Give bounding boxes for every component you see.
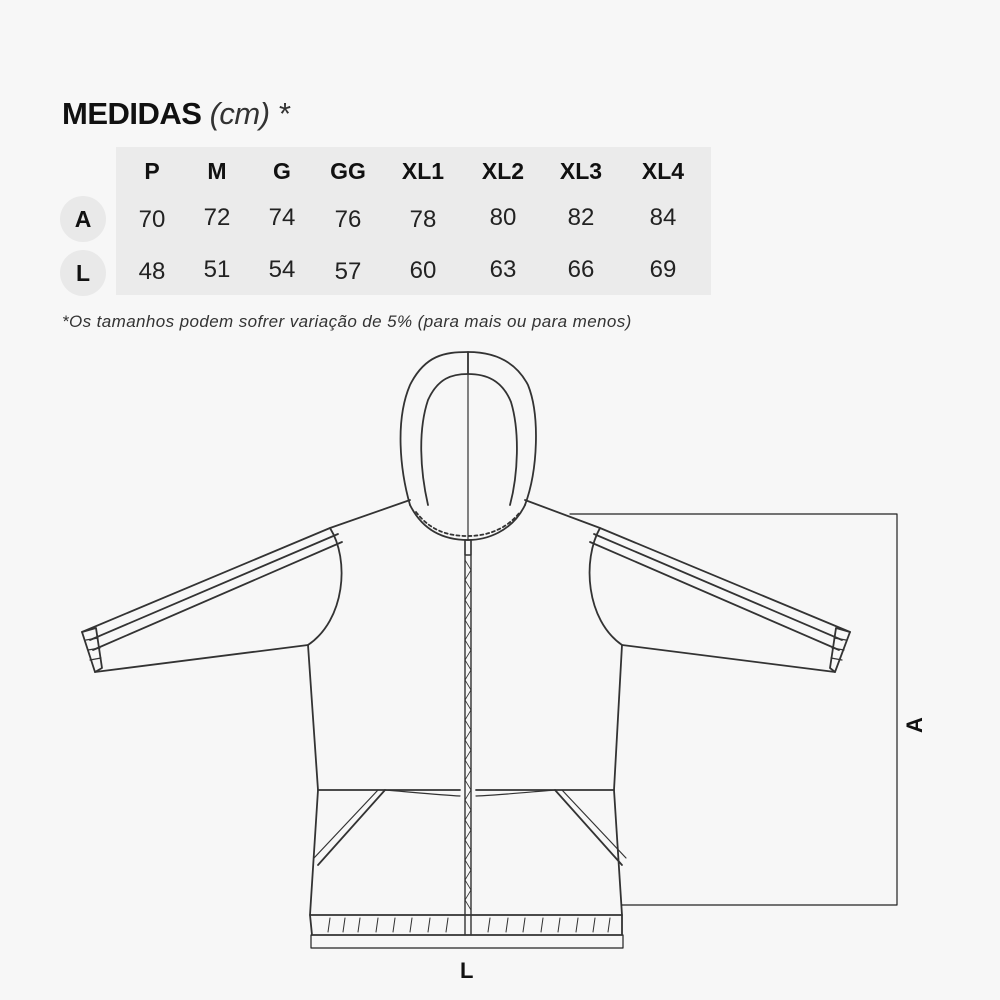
- width-label: L: [460, 958, 474, 983]
- column-header-g: G: [273, 158, 291, 184]
- column-header-xl2: XL2: [481, 158, 525, 184]
- height-label: A: [901, 717, 927, 733]
- table-cell: 84: [649, 204, 677, 231]
- table-cell: 57: [334, 258, 362, 285]
- column-header-p: P: [144, 158, 160, 184]
- table-cell: 74: [268, 204, 296, 231]
- column-header-xl4: XL4: [641, 158, 685, 184]
- column-header-xl3: XL3: [559, 158, 603, 184]
- table-cell: 48: [138, 258, 166, 285]
- table-cell: 80: [489, 204, 517, 231]
- table-cell: 51: [203, 256, 231, 283]
- size-variation-note: *Os tamanhos podem sofrer variação de 5% (para mais ou para menos): [62, 312, 632, 331]
- hood-inner: [421, 374, 517, 505]
- table-cell: 82: [567, 204, 595, 231]
- dimension-lines: [311, 514, 897, 948]
- table-cell: 54: [268, 256, 296, 283]
- table-cell: 76: [334, 206, 362, 233]
- table-cell: 69: [649, 256, 677, 283]
- row-label-l: L: [60, 250, 106, 296]
- table-cell: 78: [409, 206, 437, 233]
- table-cell: 63: [489, 256, 517, 283]
- column-header-xl1: XL1: [401, 158, 445, 184]
- column-header-m: M: [207, 158, 227, 184]
- column-header-gg: GG: [330, 158, 366, 184]
- row-label-a: A: [60, 196, 106, 242]
- title-main: MEDIDAS: [62, 96, 202, 131]
- table-cell: 72: [203, 204, 231, 231]
- waistband: [310, 915, 622, 935]
- table-cell: 66: [567, 256, 595, 283]
- width-dimension: [311, 935, 623, 948]
- table-cell: 60: [409, 257, 437, 284]
- table-cell: 70: [138, 206, 166, 233]
- title-unit: (cm) *: [209, 96, 290, 131]
